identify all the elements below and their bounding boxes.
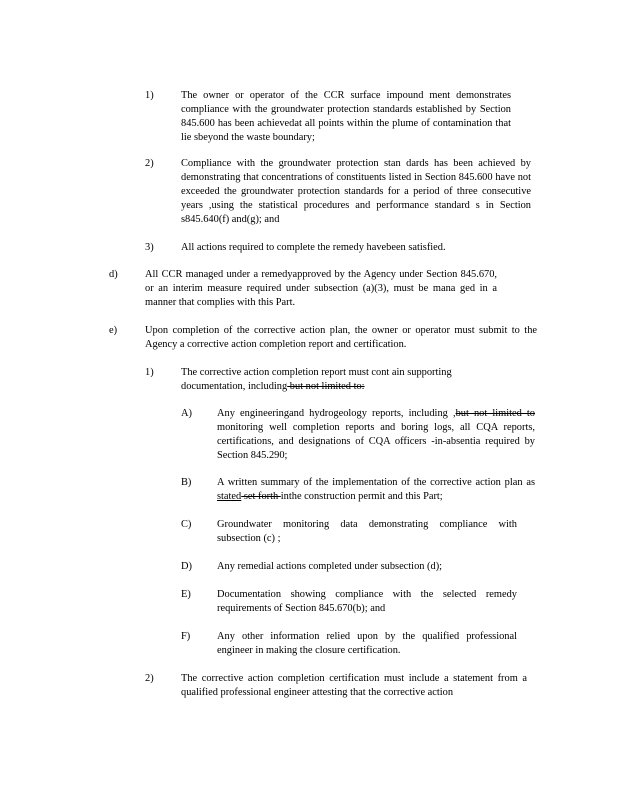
item-text: Groundwater monitoring data demonstrating compliance with subsection (c) ; — [217, 519, 517, 544]
item-text: The corrective action completion certification must include a statement from a qualified professional engineer attesting that the corrective action — [181, 673, 527, 698]
item-label: B) — [181, 477, 192, 488]
item-text: Any other information relied upon by the qualified professional engineer in making the closure certification. — [217, 631, 517, 656]
item-label: C) — [181, 519, 192, 530]
underlined-text: stated — [217, 491, 242, 502]
text-part: monitoring well completion reports and boring logs, all CQA reports, certifications, and designations of CQA officers -in-absentia required by Section 845.290; — [217, 422, 535, 461]
item-text: Documentation showing compliance with the selected remedy requirements of Section 845.670(b); and — [217, 589, 517, 614]
struck-text: set forth — [241, 491, 281, 502]
text-part: A written summary of the implementation of the corrective action plan as — [217, 477, 535, 488]
item-label: e) — [109, 325, 118, 336]
item-text: Upon completion of the corrective action plan, the owner or operator must submit to the Agency a corrective action completion report and certification. — [145, 325, 537, 350]
item-text: Any remedial actions completed under subsection (d); — [217, 561, 443, 572]
item-label: d) — [109, 269, 118, 280]
item-text — [217, 476, 535, 504]
text-part: The corrective action completion report must cont ain supporting documentation, including — [181, 367, 452, 392]
struck-text: but not limited to: — [287, 381, 365, 392]
text-part: inthe construction permit and this Part; — [280, 491, 443, 502]
item-text — [181, 366, 491, 394]
item-label: 2) — [145, 673, 154, 684]
item-text: All actions required to complete the remedy havebeen satisfied. — [181, 242, 446, 253]
item-label: 3) — [145, 242, 154, 253]
struck-text: but not limited to — [455, 408, 535, 419]
item-text — [217, 407, 535, 463]
text-part: Any engineeringand hydrogeology reports, including , — [217, 408, 456, 419]
item-label: A) — [181, 408, 192, 419]
item-label: 1) — [145, 367, 154, 378]
item-label: 1) — [145, 90, 154, 101]
item-text: All CCR managed under a remedyapproved by the Agency under Section 845.670, or an interim measure required under subsection (a)(3), must be mana ged in a manner that complies with this Part. — [145, 269, 497, 308]
item-label: E) — [181, 589, 191, 600]
item-text: Compliance with the groundwater protection stan dards has been achieved by demonstrating that concentrations of constituents listed in Section 845.600 have not exceeded the groundwater protection standards for a period of three consecutive years ,using the statistical procedures and performance standard s in Section s845.640(f) and(g); and — [181, 158, 531, 225]
item-label: D) — [181, 561, 192, 572]
item-label: 2) — [145, 158, 154, 169]
item-text: The owner or operator of the CCR surface impound ment demonstrates compliance with the groundwater protection standards established by Section 845.600 has been achievedat all points within the plume of contamination that lie sbeyond the waste boundary; — [181, 90, 511, 143]
item-label: F) — [181, 631, 191, 642]
